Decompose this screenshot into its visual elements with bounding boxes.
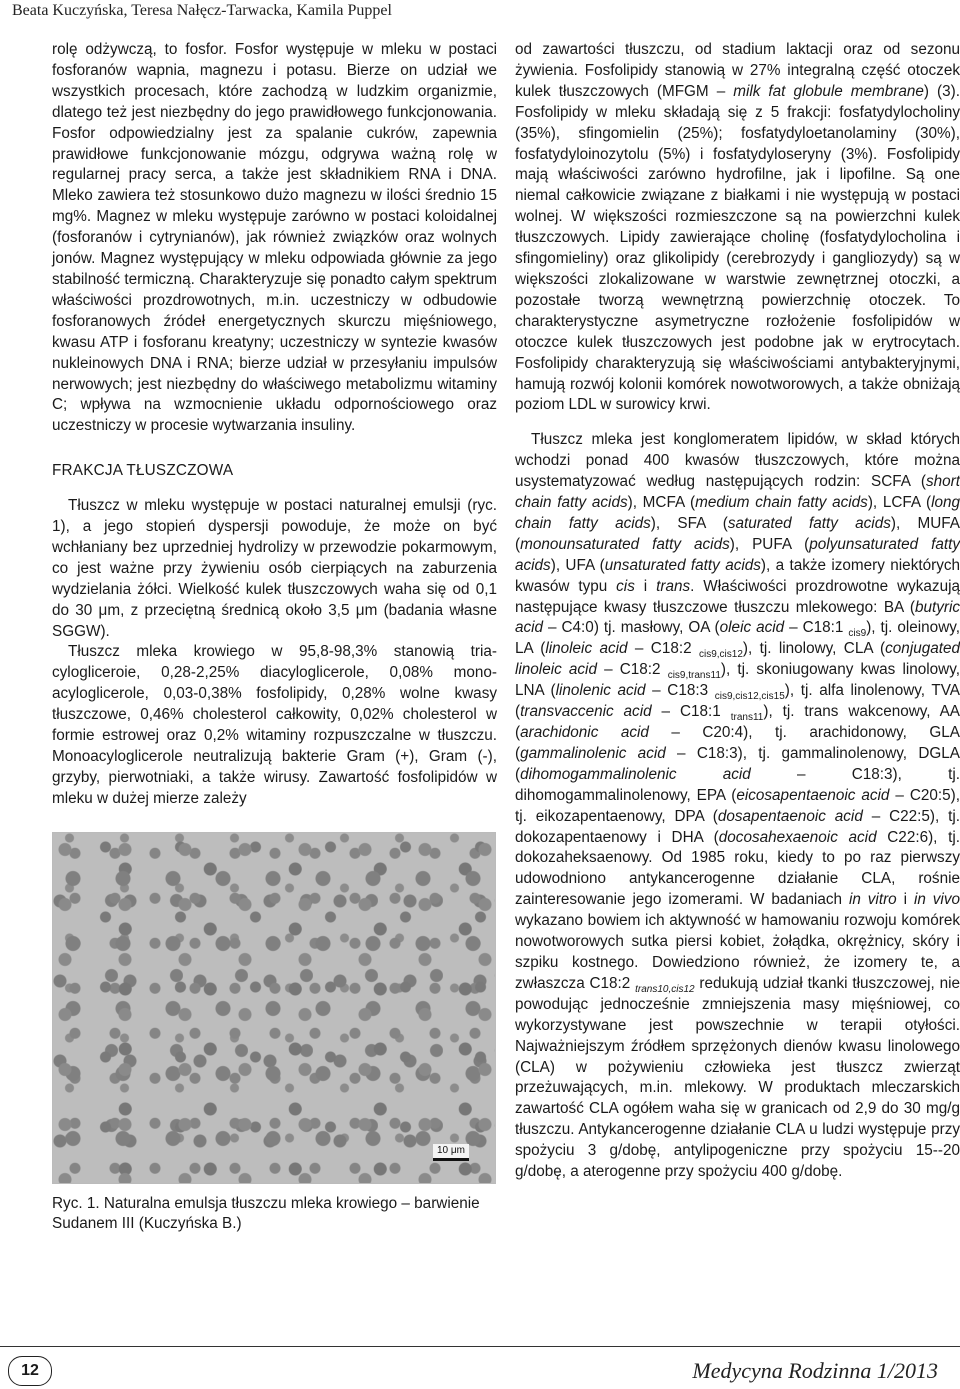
- page-number: 12: [8, 1356, 52, 1386]
- paragraph-fat-composition: Tłuszcz mleka krowiego w 95,8-98,3% stanowią triacylogliceroie, 0,28-2,25% diacyloglicerole, 0,08% monoacyloglicerole, 0,03-0,38% fosfolipidy, 0,28% wolne kwasy tłuszczowe, 0,46% cholesterol całkowity, 0,02% cholesterol w formie estrowej oraz 0,2% witaminy rozpuszczalne w tłuszczu. Monoacyloglicerole neutralizują bakterie Gram (+), Gram (-), grzyby, pierwotniaki, a także wirusy. Zawartość fosfolipidów w mleku w dużej mierze zależy: [52, 643, 497, 807]
- figure-caption: Ryc. 1. Naturalna emulsja tłuszczu mleka krowiego – barwienie Sudanem III (Kuczyńska B.): [52, 1194, 480, 1232]
- section-heading-fat-fraction: FRAKCJA TŁUSZCZOWA: [52, 462, 234, 480]
- paragraph-fatty-acids: Tłuszcz mleka jest konglomeratem lipidów, w skład których wchodzi ponad 400 kwasów tłuszczowych, które można usystematyzować według następujących rodzin: SCFA (short chain fatty acids), MCFA (medium chain fatty acids), LCFA (long chain fatty acids), SFA (saturated fatty acids), MUFA (monounsaturated fatty acids), PUFA (polyunsaturated fatty acids), UFA (unsaturated fatty acids), a także izomery niektórych kwasów typu cis i trans. Właściwości prozdrowotne wykazują następujące kwasy tłuszczowe tłuszczu mlekowego: BA (butyric acid – C4:0) tj. masłowy, OA (oleic acid – C18:1 $_{cis9}$), tj. oleinowy, LA (linoleic acid – C18:2 $_{cis9,cis12}$), tj. linolowy, CLA (conjugated linoleic acid – C18:2 $_{cis9,trans11}$), tj. skoniugowany kwas linolowy, LNA (linolenic acid – C18:3 $_{cis9,cis12,cis15}$), tj. alfa linolenowy, TVA (transvaccenic acid – C18:1 $_{trans11}$), tj. trans wakcenowy, AA (arachidonic acid – C20:4), tj. arachidonowy, GLA (gammalinolenic acid – C18:3), tj. gammalinolenowy, DGLA (dihomogammalinolenic acid – C18:3), tj. dihomogammalinolenowy, EPA (eicosapentaenoic acid – C20:5), tj. eikozapentaenowy, DPA (dosapentaenoic acid – C22:5), tj. dokozapentaenowy i DHA (docosahexaenoic acid C22:6), tj. dokozaheksaenowy. Od 1985 roku, kiedy to po raz pierwszy udowodniono antykancerogenne działanie CLA, rośnie zainteresowanie jego izomerami. W badaniach in vitro i in vivo wykazano bowiem ich aktywność w hamowaniu rozwoju komórek nowotworowych sutka piersi kobiet, żołądka, okrężnicy, skóry i szpiku kostnego. Dowiedziono również, że izomery te, a zwłaszcza C18:2 $_{trans10,cis12}$ redukują udział tkanki tłuszczowej, nie powodując jednocześnie zmniejszenia masy mięśniowej, co wykorzystywane jest powszechnie w terapii otyłości. Najważniejszym źródłem sprzężonych dienów kwasu linolowego (CLA) w pożywieniu człowieka jest tłuszcz zwierząt przeżuwających, m.in. mlekowy. W produktach mleczarskich zawartość CLA ogółem waha się w granicach od 2,9 do 30 mg/g tłuszczu. Antykancerogenne działanie CLA u ludzi występuje przy spożyciu 3 g/dobę, antylipogeniczne przy spożyciu 15--20 g/dobę, a aterogenne przy spożyciu 400 g/dobę.: [515, 431, 960, 1181]
- running-head-authors: Beata Kuczyńska, Teresa Nałęcz-Tarwacka, Kamila Puppel: [12, 2, 392, 19]
- figure-fat-emulsion-micrograph: [52, 832, 496, 1184]
- journal-name: Medycyna Rodzinna 1/2013: [692, 1358, 938, 1383]
- figure-scale-bar: 10 μm: [433, 1144, 469, 1161]
- left-column: [52, 40, 497, 1234]
- paragraph-phospholipids: od zawartości tłuszczu, od stadium laktacji oraz od sezonu żywienia. Fosfolipidy stanowią w 27% integralną część otoczek kulek tłuszczowych (MFGM – milk fat globule membrane) (3). Fosfolipidy w mleku składają się z 5 frakcji: fosfatydylocholiny (35%), sfingomielin (25%); fosfatydyloetanolaminy (30%), fosfatydyloinozytolu (5%) i fosfatydyloseryny (3%). Fosfolipidy mają właściwości zarówno hydrofilne, jak i lipofilne. Są one niemal całkowicie związane z białkami i nie występują w postaci wolnej. W większości rozmieszczone są na powierzchni kulek tłuszczowych. Lipidy zawierające cholinę (fosfatydylocholina i sfingomieliny) oraz glikolipidy (cerebrozydy i gangliozydy) są w większości zlokalizowane w warstwie zewnętrznej otoczki, a pozostałe tworzą wewnętrzną powierzchnię otoczek. To charakterystyczne asymetryczne rozłożenie fosfolipidów w otoczce kulek tłuszczowych jest podobne jak w erytrocytach. Fosfolipidy charakteryzują się właściwościami antybakteryjnymi, hamują rozwój kolonii komórek nowotworowych, a także obniżają poziom LDL w surowicy krwi.: [515, 41, 960, 414]
- paragraph-phosphorus-magnesium: rolę odżywczą, to fosfor. Fosfor występuje w mleku w postaci fosforanów wapnia, magnezu i potasu. Bierze on udział we wszystkich procesach, które zachodzą w ludzkim organizmie, dlatego też jest niezbędny do jego prawidłowego funkcjonowania. Fosfor odpowiedzialny jest za spalanie cukrów, zapewnia prawidłowe funkcjonowanie mózgu, odgrywa ważną rolę w regularnej pracy serca, a także jest składnikiem RNA i DNA. Mleko zawiera też stosunkowo dużo magnezu w ilości średnio 15 mg%. Magnez w mleku występuje zarówno w postaci koloidalnej (fosforanów i cytrynianów), jak również związków oraz wolnych jonów. Magnez występujący w mleku odpowiada głównie za jego stabilność termiczną. Charakteryzuje się ponadto całym spektrum właściwości prozdrowotnych, m.in. uczestniczy w odbudowie fosforanowych źródeł energetycznych skurczu mięśniowego, kwasu ATP i fosforanu kreatyny; uczestniczy w syntezie kwasów nukleinowych DNA i RNA; bierze udział w przesyłaniu impulsów nerwowych; jest niezbędny do właściwego metabolizmu witaminy C; wpływa na wzmocnienie układu odpornościowego oraz uczestniczy w procesie wytwarzania insuliny.: [52, 41, 497, 435]
- paragraph-fat-emulsion: Tłuszcz w mleku występuje w postaci naturalnej emulsji (ryc. 1), a jego stopień dyspersji powoduje, że może on być wchłaniany bez uprzedniej hydrolizy w przewodzie pokarmowym, co jest ważne przy żywieniu osób cierpiących na zaburzenia wydzielania żółci. Wielkość kulek tłuszczowych waha się od 0,1 do 30 μm, z przeciętną średnicą około 3,5 μm (badania własne SGGW).: [52, 497, 497, 640]
- footer-rule: [0, 1346, 960, 1347]
- right-column: [515, 40, 960, 1183]
